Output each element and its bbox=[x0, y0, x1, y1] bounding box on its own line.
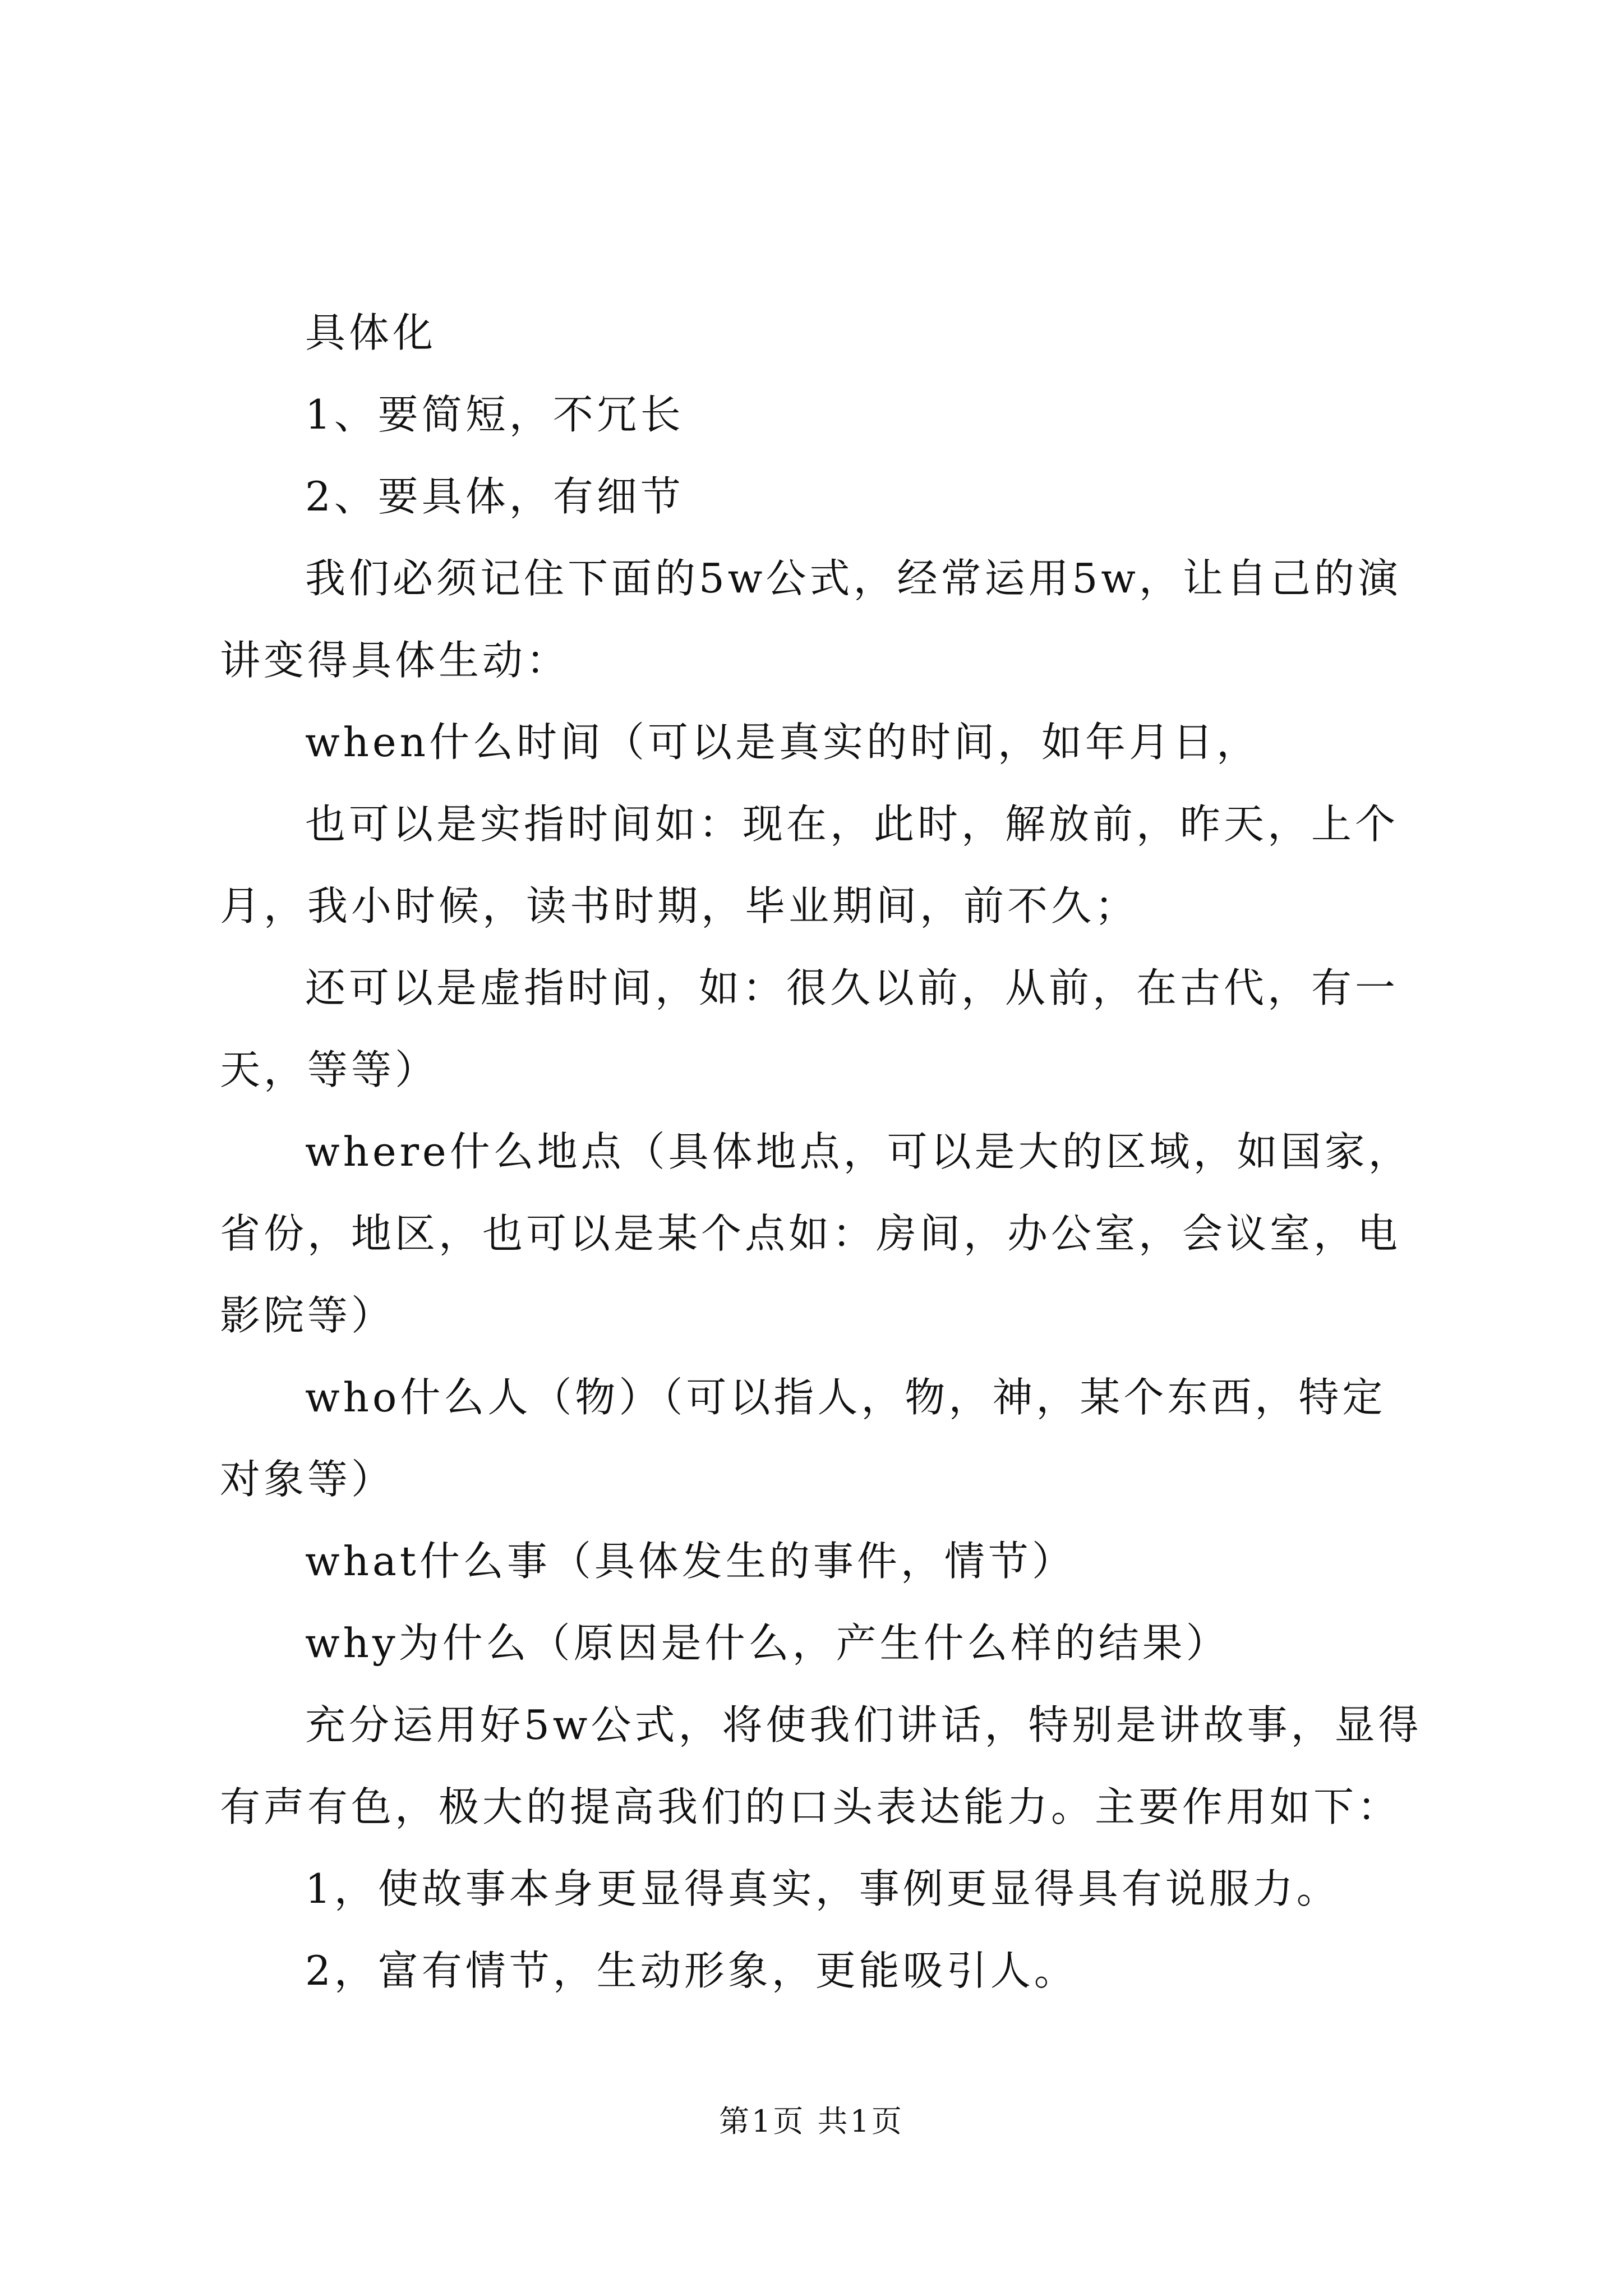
paragraph-why: why为什么（原因是什么，产生什么样的结果） bbox=[305, 1619, 1230, 1667]
paragraph-point-2: 2、要具体，有细节 bbox=[305, 473, 684, 520]
paragraph-effect-2: 2，富有情节，生动形象，更能吸引人。 bbox=[305, 1947, 1078, 1994]
paragraph-what: what什么事（具体发生的事件，情节） bbox=[305, 1538, 1076, 1585]
paragraph-point-1: 1、要简短，不冗长 bbox=[305, 391, 684, 438]
paragraph-when: when什么时间（可以是真实的时间，如年月日， bbox=[305, 719, 1260, 766]
document-body bbox=[220, 292, 1426, 2012]
paragraph-heading: 具体化 bbox=[305, 309, 437, 356]
paragraph-effect-1: 1，使故事本身更显得真实，事例更显得具有说服力。 bbox=[305, 1865, 1340, 1912]
paragraph-when-real: 也可以是实指时间如：现在，此时，解放前，昨天，上个月，我小时候，读书时期，毕业期间，前不久； bbox=[220, 800, 1399, 930]
paragraph-who: who什么人（物）（可以指人，物，神，某个东西，特定对象等） bbox=[220, 1374, 1386, 1503]
paragraph-when-virtual: 还可以是虚指时间，如：很久以前，从前，在古代，有一天，等等） bbox=[220, 964, 1399, 1093]
paragraph-where: where什么地点（具体地点，可以是大的区域，如国家，省份，地区，也可以是某个点如：房间，办公室，会议室，电影院等） bbox=[220, 1128, 1412, 1339]
paragraph-5w-summary: 充分运用好5w公式，将使我们讲话，特别是讲故事，显得有声有色，极大的提高我们的口头表达能力。主要作用如下： bbox=[220, 1701, 1422, 1830]
page-footer: 第1页 共1页 bbox=[719, 2104, 904, 2139]
paragraph-5w-intro: 我们必须记住下面的5w公式，经常运用5w，让自己的演讲变得具体生动： bbox=[220, 555, 1401, 684]
